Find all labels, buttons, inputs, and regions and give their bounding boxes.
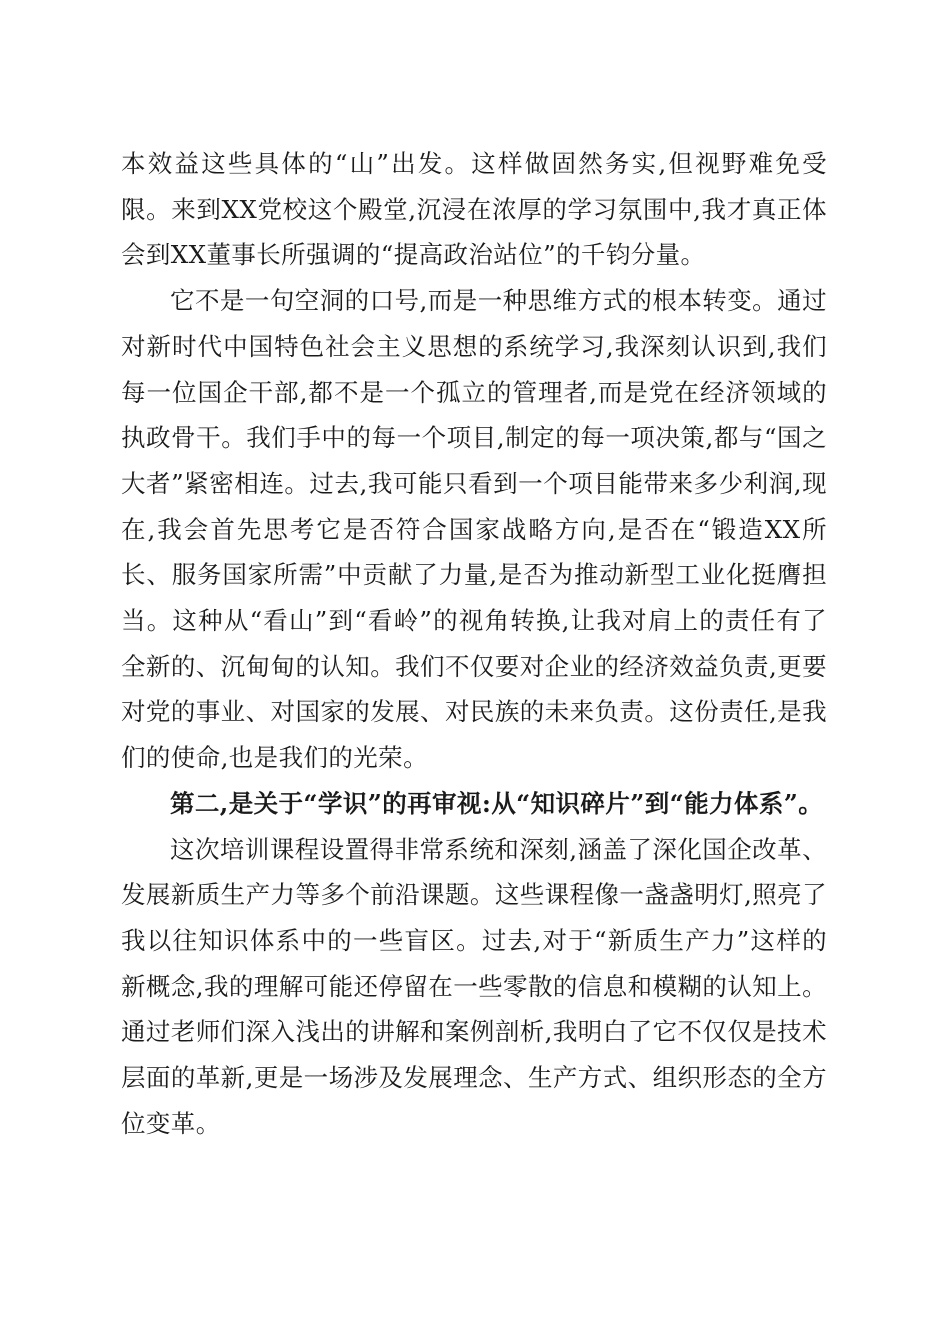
document-body	[121, 141, 827, 1146]
paragraph-continuation: 本效益这些具体的“山”出发。这样做固然务实,但视野难免受限。来到XX党校这个殿堂,沉浸在浓厚的学习氛围中,我才真正体会到XX董事长所强调的“提高政治站位”的千钧分量。	[121, 149, 827, 270]
section-heading-knowledge: 第二,是关于“学识”的再审视:从“知识碎片”到“能力体系”。	[170, 788, 824, 818]
paragraph-training-courses: 这次培训课程设置得非常系统和深刻,涵盖了深化国企改革、发展新质生产力等多个前沿课题。这些课程像一盏盏明灯,照亮了我以往知识体系中的一些盲区。过去,对于“新质生产力”这样的新概念,我的理解可能还停留在一些零散的信息和模糊的认知上。通过老师们深入浅出的讲解和案例剖析,我明白了它不仅仅是技术层面的革新,更是一场涉及发展理念、生产方式、组织形态的全方位变革。	[121, 834, 827, 1138]
paragraph-political-stance: 它不是一句空洞的口号,而是一种思维方式的根本转变。通过对新时代中国特色社会主义思想的系统学习,我深刻认识到,我们每一位国企干部,都不是一个孤立的管理者,而是党在经济领域的执政骨干。我们手中的每一个项目,制定的每一项决策,都与“国之大者”紧密相连。过去,我可能只看到一个项目能带来多少利润,现在,我会首先思考它是否符合国家战略方向,是否在“锻造XX所长、服务国家所需”中贡献了力量,是否为推动新型工业化挺膺担当。这种从“看山”到“看岭”的视角转换,让我对肩上的责任有了全新的、沉甸甸的认知。我们不仅要对企业的经济效益负责,更要对党的事业、对国家的发展、对民族的未来负责。这份责任,是我们的使命,也是我们的光荣。	[121, 286, 827, 773]
